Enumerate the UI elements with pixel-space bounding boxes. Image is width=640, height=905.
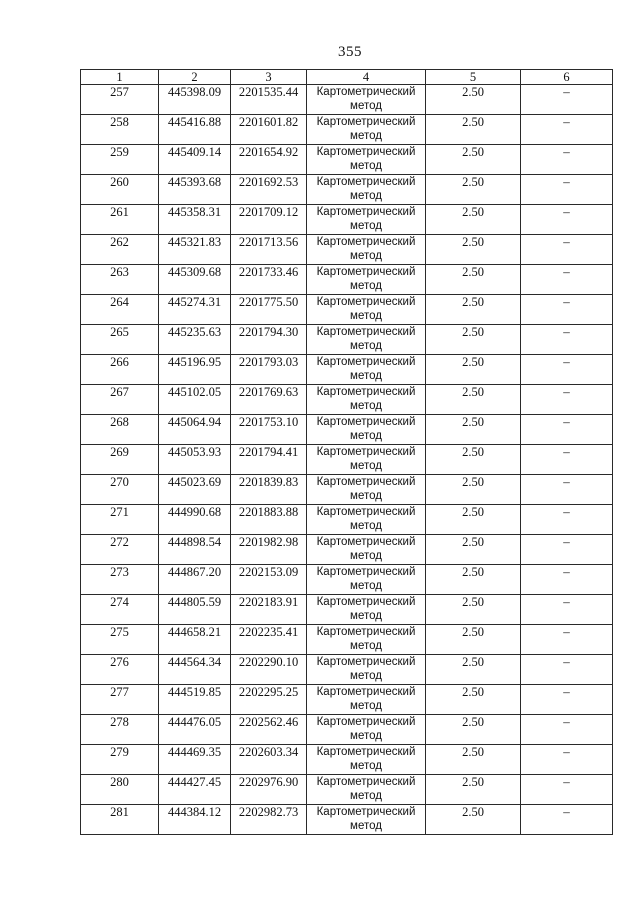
method-cell: Картометрический метод bbox=[307, 625, 426, 655]
note-cell: – bbox=[521, 445, 613, 475]
point-number-cell: 264 bbox=[81, 295, 159, 325]
method-cell: Картометрический метод bbox=[307, 265, 426, 295]
x-coordinate-cell: 445409.14 bbox=[159, 145, 231, 175]
table-row bbox=[81, 775, 613, 805]
method-cell: Картометрический метод bbox=[307, 145, 426, 175]
y-coordinate-cell: 2201535.44 bbox=[231, 85, 307, 115]
y-coordinate-cell: 2201982.98 bbox=[231, 535, 307, 565]
table-row bbox=[81, 715, 613, 745]
point-number-cell: 271 bbox=[81, 505, 159, 535]
precision-cell: 2.50 bbox=[426, 175, 521, 205]
x-coordinate-cell: 445053.93 bbox=[159, 445, 231, 475]
x-coordinate-cell: 445235.63 bbox=[159, 325, 231, 355]
method-cell: Картометрический метод bbox=[307, 535, 426, 565]
note-cell: – bbox=[521, 265, 613, 295]
table-row bbox=[81, 595, 613, 625]
table-row bbox=[81, 355, 613, 385]
table-row bbox=[81, 385, 613, 415]
note-cell: – bbox=[521, 385, 613, 415]
method-cell: Картометрический метод bbox=[307, 805, 426, 835]
precision-cell: 2.50 bbox=[426, 475, 521, 505]
page-number: 355 bbox=[338, 44, 362, 60]
method-cell: Картометрический метод bbox=[307, 115, 426, 145]
note-cell: – bbox=[521, 535, 613, 565]
y-coordinate-cell: 2201775.50 bbox=[231, 295, 307, 325]
method-cell: Картометрический метод bbox=[307, 475, 426, 505]
note-cell: – bbox=[521, 565, 613, 595]
method-cell: Картометрический метод bbox=[307, 745, 426, 775]
y-coordinate-cell: 2202976.90 bbox=[231, 775, 307, 805]
method-cell: Картометрический метод bbox=[307, 175, 426, 205]
table-row bbox=[81, 415, 613, 445]
precision-cell: 2.50 bbox=[426, 415, 521, 445]
y-coordinate-cell: 2201753.10 bbox=[231, 415, 307, 445]
x-coordinate-cell: 444898.54 bbox=[159, 535, 231, 565]
y-coordinate-cell: 2201601.82 bbox=[231, 115, 307, 145]
table-row bbox=[81, 565, 613, 595]
column-header: 3 bbox=[231, 70, 307, 85]
method-cell: Картометрический метод bbox=[307, 325, 426, 355]
x-coordinate-cell: 444476.05 bbox=[159, 715, 231, 745]
precision-cell: 2.50 bbox=[426, 715, 521, 745]
method-cell: Картометрический метод bbox=[307, 235, 426, 265]
precision-cell: 2.50 bbox=[426, 205, 521, 235]
y-coordinate-cell: 2201709.12 bbox=[231, 205, 307, 235]
x-coordinate-cell: 444990.68 bbox=[159, 505, 231, 535]
x-coordinate-cell: 445393.68 bbox=[159, 175, 231, 205]
x-coordinate-cell: 445023.69 bbox=[159, 475, 231, 505]
method-cell: Картометрический метод bbox=[307, 715, 426, 745]
y-coordinate-cell: 2201883.88 bbox=[231, 505, 307, 535]
table-row bbox=[81, 235, 613, 265]
table-row bbox=[81, 325, 613, 355]
x-coordinate-cell: 445321.83 bbox=[159, 235, 231, 265]
y-coordinate-cell: 2201733.46 bbox=[231, 265, 307, 295]
point-number-cell: 272 bbox=[81, 535, 159, 565]
precision-cell: 2.50 bbox=[426, 685, 521, 715]
precision-cell: 2.50 bbox=[426, 505, 521, 535]
point-number-cell: 270 bbox=[81, 475, 159, 505]
point-number-cell: 269 bbox=[81, 445, 159, 475]
y-coordinate-cell: 2202183.91 bbox=[231, 595, 307, 625]
y-coordinate-cell: 2202290.10 bbox=[231, 655, 307, 685]
y-coordinate-cell: 2201654.92 bbox=[231, 145, 307, 175]
x-coordinate-cell: 445196.95 bbox=[159, 355, 231, 385]
y-coordinate-cell: 2201793.03 bbox=[231, 355, 307, 385]
table-row bbox=[81, 505, 613, 535]
method-cell: Картометрический метод bbox=[307, 85, 426, 115]
note-cell: – bbox=[521, 145, 613, 175]
x-coordinate-cell: 444867.20 bbox=[159, 565, 231, 595]
table-header bbox=[81, 70, 613, 85]
y-coordinate-cell: 2201794.30 bbox=[231, 325, 307, 355]
point-number-cell: 277 bbox=[81, 685, 159, 715]
point-number-cell: 273 bbox=[81, 565, 159, 595]
method-cell: Картометрический метод bbox=[307, 685, 426, 715]
note-cell: – bbox=[521, 595, 613, 625]
method-cell: Картометрический метод bbox=[307, 385, 426, 415]
precision-cell: 2.50 bbox=[426, 115, 521, 145]
table-row bbox=[81, 265, 613, 295]
note-cell: – bbox=[521, 205, 613, 235]
coordinates-table bbox=[80, 69, 613, 835]
note-cell: – bbox=[521, 115, 613, 145]
point-number-cell: 257 bbox=[81, 85, 159, 115]
y-coordinate-cell: 2202235.41 bbox=[231, 625, 307, 655]
precision-cell: 2.50 bbox=[426, 265, 521, 295]
note-cell: – bbox=[521, 175, 613, 205]
precision-cell: 2.50 bbox=[426, 355, 521, 385]
header-row bbox=[81, 70, 613, 85]
method-cell: Картометрический метод bbox=[307, 445, 426, 475]
point-number-cell: 274 bbox=[81, 595, 159, 625]
point-number-cell: 262 bbox=[81, 235, 159, 265]
point-number-cell: 266 bbox=[81, 355, 159, 385]
column-header: 1 bbox=[81, 70, 159, 85]
column-header: 4 bbox=[307, 70, 426, 85]
x-coordinate-cell: 444519.85 bbox=[159, 685, 231, 715]
table-row bbox=[81, 745, 613, 775]
precision-cell: 2.50 bbox=[426, 235, 521, 265]
note-cell: – bbox=[521, 685, 613, 715]
note-cell: – bbox=[521, 715, 613, 745]
precision-cell: 2.50 bbox=[426, 325, 521, 355]
x-coordinate-cell: 445102.05 bbox=[159, 385, 231, 415]
x-coordinate-cell: 444564.34 bbox=[159, 655, 231, 685]
y-coordinate-cell: 2202603.34 bbox=[231, 745, 307, 775]
method-cell: Картометрический метод bbox=[307, 355, 426, 385]
precision-cell: 2.50 bbox=[426, 805, 521, 835]
table-row bbox=[81, 625, 613, 655]
point-number-cell: 275 bbox=[81, 625, 159, 655]
y-coordinate-cell: 2201769.63 bbox=[231, 385, 307, 415]
table-body bbox=[81, 85, 613, 835]
precision-cell: 2.50 bbox=[426, 775, 521, 805]
table-row bbox=[81, 685, 613, 715]
note-cell: – bbox=[521, 475, 613, 505]
note-cell: – bbox=[521, 745, 613, 775]
table-row bbox=[81, 145, 613, 175]
x-coordinate-cell: 445309.68 bbox=[159, 265, 231, 295]
point-number-cell: 278 bbox=[81, 715, 159, 745]
table-row bbox=[81, 475, 613, 505]
column-header: 2 bbox=[159, 70, 231, 85]
y-coordinate-cell: 2201713.56 bbox=[231, 235, 307, 265]
precision-cell: 2.50 bbox=[426, 535, 521, 565]
point-number-cell: 268 bbox=[81, 415, 159, 445]
note-cell: – bbox=[521, 415, 613, 445]
x-coordinate-cell: 444469.35 bbox=[159, 745, 231, 775]
table-row bbox=[81, 535, 613, 565]
point-number-cell: 258 bbox=[81, 115, 159, 145]
x-coordinate-cell: 445274.31 bbox=[159, 295, 231, 325]
precision-cell: 2.50 bbox=[426, 625, 521, 655]
note-cell: – bbox=[521, 505, 613, 535]
y-coordinate-cell: 2202153.09 bbox=[231, 565, 307, 595]
note-cell: – bbox=[521, 295, 613, 325]
y-coordinate-cell: 2201794.41 bbox=[231, 445, 307, 475]
note-cell: – bbox=[521, 355, 613, 385]
table-row bbox=[81, 85, 613, 115]
method-cell: Картометрический метод bbox=[307, 205, 426, 235]
method-cell: Картометрический метод bbox=[307, 655, 426, 685]
table-row bbox=[81, 175, 613, 205]
precision-cell: 2.50 bbox=[426, 295, 521, 325]
method-cell: Картометрический метод bbox=[307, 595, 426, 625]
y-coordinate-cell: 2202982.73 bbox=[231, 805, 307, 835]
method-cell: Картометрический метод bbox=[307, 295, 426, 325]
table-row bbox=[81, 445, 613, 475]
table-row bbox=[81, 205, 613, 235]
precision-cell: 2.50 bbox=[426, 565, 521, 595]
x-coordinate-cell: 445416.88 bbox=[159, 115, 231, 145]
x-coordinate-cell: 444384.12 bbox=[159, 805, 231, 835]
precision-cell: 2.50 bbox=[426, 655, 521, 685]
method-cell: Картометрический метод bbox=[307, 415, 426, 445]
method-cell: Картометрический метод bbox=[307, 775, 426, 805]
note-cell: – bbox=[521, 805, 613, 835]
note-cell: – bbox=[521, 235, 613, 265]
column-header: 6 bbox=[521, 70, 613, 85]
precision-cell: 2.50 bbox=[426, 595, 521, 625]
note-cell: – bbox=[521, 655, 613, 685]
x-coordinate-cell: 445064.94 bbox=[159, 415, 231, 445]
y-coordinate-cell: 2202295.25 bbox=[231, 685, 307, 715]
x-coordinate-cell: 444658.21 bbox=[159, 625, 231, 655]
x-coordinate-cell: 444805.59 bbox=[159, 595, 231, 625]
column-header: 5 bbox=[426, 70, 521, 85]
table-row bbox=[81, 115, 613, 145]
point-number-cell: 260 bbox=[81, 175, 159, 205]
precision-cell: 2.50 bbox=[426, 85, 521, 115]
y-coordinate-cell: 2201839.83 bbox=[231, 475, 307, 505]
x-coordinate-cell: 445358.31 bbox=[159, 205, 231, 235]
note-cell: – bbox=[521, 325, 613, 355]
point-number-cell: 280 bbox=[81, 775, 159, 805]
precision-cell: 2.50 bbox=[426, 445, 521, 475]
point-number-cell: 259 bbox=[81, 145, 159, 175]
point-number-cell: 267 bbox=[81, 385, 159, 415]
precision-cell: 2.50 bbox=[426, 145, 521, 175]
note-cell: – bbox=[521, 625, 613, 655]
point-number-cell: 279 bbox=[81, 745, 159, 775]
point-number-cell: 276 bbox=[81, 655, 159, 685]
table-row bbox=[81, 655, 613, 685]
note-cell: – bbox=[521, 775, 613, 805]
x-coordinate-cell: 444427.45 bbox=[159, 775, 231, 805]
y-coordinate-cell: 2201692.53 bbox=[231, 175, 307, 205]
point-number-cell: 261 bbox=[81, 205, 159, 235]
precision-cell: 2.50 bbox=[426, 385, 521, 415]
method-cell: Картометрический метод bbox=[307, 505, 426, 535]
table-row bbox=[81, 805, 613, 835]
x-coordinate-cell: 445398.09 bbox=[159, 85, 231, 115]
point-number-cell: 263 bbox=[81, 265, 159, 295]
method-cell: Картометрический метод bbox=[307, 565, 426, 595]
table-row bbox=[81, 295, 613, 325]
precision-cell: 2.50 bbox=[426, 745, 521, 775]
point-number-cell: 281 bbox=[81, 805, 159, 835]
note-cell: – bbox=[521, 85, 613, 115]
y-coordinate-cell: 2202562.46 bbox=[231, 715, 307, 745]
point-number-cell: 265 bbox=[81, 325, 159, 355]
